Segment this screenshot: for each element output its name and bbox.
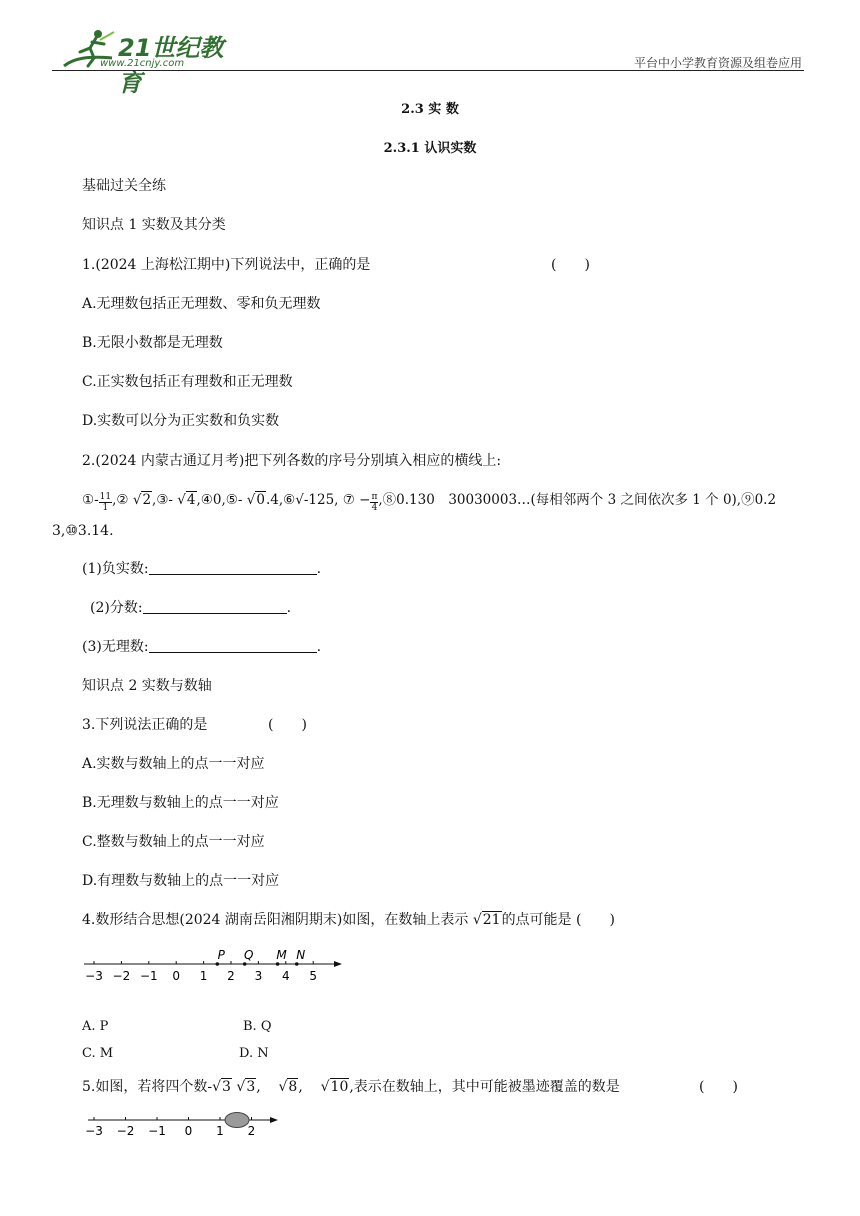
- q4-option-c: C. M: [82, 1046, 114, 1061]
- knowledge-point-1: 知识点 1 实数及其分类: [82, 217, 226, 233]
- sqrt-3: √3: [212, 1079, 231, 1095]
- axis-tick-label: 3: [254, 969, 263, 983]
- sqrt-0: √0: [246, 492, 265, 508]
- q4-stem-a: 4.数形结合思想(2024 湖南岳阳湘阴期末)如图，在数轴上表示: [82, 912, 469, 928]
- fraction-numerator: π: [371, 492, 378, 502]
- axis-tick-label: −2: [116, 1124, 135, 1138]
- header-divider: [52, 70, 804, 71]
- axis-arrow-icon: [334, 961, 342, 967]
- q2-num-text: ,④0,⑤-: [196, 492, 243, 508]
- axis-tick-label: −2: [112, 969, 131, 983]
- q2-num-text: ⑦ −: [342, 492, 371, 508]
- radicand: 2: [142, 492, 152, 508]
- q1-option-b: B.无限小数都是无理数: [82, 335, 223, 351]
- q1-stem: 1.(2024 上海松江期中)下列说法中，正确的是: [82, 257, 371, 273]
- radicand: 21: [482, 912, 501, 928]
- sqrt-4: √4: [177, 492, 196, 508]
- q2-stem: 2.(2024 内蒙古通辽月考)把下列各数的序号分别填入相应的横线上:: [82, 453, 502, 469]
- q4-option-a: A. P: [82, 1019, 109, 1034]
- radicand: 8: [288, 1079, 298, 1095]
- q3-answer-paren: ( ): [268, 717, 307, 733]
- axis-tick-label: 4: [281, 969, 290, 983]
- sqrt-21: √21: [472, 912, 501, 928]
- axis-tick-label: 1: [199, 969, 208, 983]
- sqrt-3: √3: [236, 1079, 256, 1095]
- answer-blank[interactable]: [149, 560, 317, 575]
- answer-blank[interactable]: [143, 599, 287, 614]
- axis-tick-label: 5: [309, 969, 318, 983]
- period: .: [286, 600, 292, 616]
- logo-url: www.21cnjy.com: [100, 58, 185, 69]
- page-title: 2.3 实 数: [401, 102, 459, 117]
- knowledge-point-2: 知识点 2 实数与数轴: [82, 678, 212, 694]
- q1-answer-paren: ( ): [551, 257, 590, 273]
- q4-option-d: D. N: [239, 1046, 269, 1061]
- ink-blot: [225, 1113, 249, 1128]
- q3-option-c: C.整数与数轴上的点一一对应: [82, 834, 265, 850]
- axis-arrow-icon: [270, 1117, 278, 1123]
- fraction-numerator: 11: [99, 492, 112, 502]
- axis-tick-label: 0: [184, 1124, 193, 1138]
- q3-stem: 3.下列说法正确的是: [82, 717, 208, 733]
- q3-option-a: A.实数与数轴上的点一一对应: [82, 756, 265, 772]
- answer-blank[interactable]: [149, 638, 317, 653]
- axis-tick-label: 0: [172, 969, 181, 983]
- axis-tick-label: 2: [227, 969, 235, 983]
- axis-point-label: M: [276, 948, 287, 962]
- q2-number-list: [82, 488, 776, 513]
- axis-point: [243, 962, 247, 966]
- axis-point-label: N: [296, 948, 306, 962]
- logo-text: 21世纪教育: [118, 34, 224, 97]
- fraction-denominator: 4: [371, 503, 378, 513]
- q4-stem-b: 的点可能是 ( ): [501, 912, 615, 928]
- axis-tick-label: 2: [247, 1124, 256, 1138]
- q1-option-c: C.正实数包括正有理数和正无理数: [82, 374, 293, 390]
- axis-tick-label: 1: [216, 1124, 224, 1138]
- sqrt-8: √8: [278, 1079, 298, 1095]
- q2-sub2: [90, 597, 291, 617]
- axis-tick-label: −3: [85, 1124, 103, 1138]
- q4-stem: [82, 909, 615, 929]
- q5-stem-b: ,表示在数轴上，其中可能被墨迹覆盖的数是: [349, 1079, 620, 1095]
- radicand: 4: [186, 492, 196, 508]
- radicand: 10: [330, 1079, 349, 1095]
- axis-tick-label: −3: [85, 969, 103, 983]
- q2-sub2-label: (2)分数:: [90, 600, 143, 616]
- axis-point-label: P: [217, 948, 225, 962]
- q2-sub3-label: (3)无理数:: [82, 639, 149, 655]
- axis-point: [216, 962, 220, 966]
- q2-num-text: ,⑧0.130 30030003…(每相邻两个 3 之间依次多 1 个 0),⑨0.2: [378, 492, 777, 508]
- q5-number-line: [84, 1108, 284, 1142]
- radicand: 0: [256, 492, 265, 508]
- sqrt-10: √10: [320, 1079, 349, 1095]
- q1-option-d: D.实数可以分为正实数和负实数: [82, 413, 280, 429]
- fraction-denominator: 1: [102, 503, 109, 513]
- axis-tick-label: −1: [148, 1124, 166, 1138]
- q4-option-b: B. Q: [243, 1019, 272, 1034]
- q2-list-wrap: 3,⑩3.14.: [52, 523, 114, 539]
- q5-answer-paren: ( ): [699, 1079, 738, 1095]
- axis-point: [295, 962, 299, 966]
- period: .: [316, 639, 322, 655]
- q3-option-b: B.无理数与数轴上的点一一对应: [82, 795, 279, 811]
- axis-point-label: Q: [243, 948, 254, 962]
- period: .: [316, 561, 322, 577]
- radicand: 3: [246, 1079, 256, 1095]
- radicand: 3: [222, 1079, 231, 1095]
- q4-number-line: [80, 944, 350, 988]
- q2-num-text: ,③-: [152, 492, 173, 508]
- sqrt-2: √2: [132, 492, 152, 508]
- q5-stem: 5.如图，若将四个数-√3 √3, √8, √10,表示在数轴上，其中可能被墨迹覆盖的数是: [82, 1079, 620, 1095]
- page-subtitle: 2.3.1 认识实数: [383, 141, 477, 156]
- section-heading: 基础过关全练: [82, 178, 166, 194]
- q2-sub1-label: (1)负实数:: [82, 561, 149, 577]
- q2-num-text: ①-: [82, 492, 99, 508]
- q5-stem-a: 5.如图，若将四个数-: [82, 1079, 213, 1095]
- q2-num-text: ,②: [112, 492, 129, 508]
- page-header: [0, 0, 860, 97]
- site-logo: [60, 28, 240, 97]
- q2-sub1: [82, 558, 321, 578]
- axis-point: [276, 962, 280, 966]
- q3-option-d: D.有理数与数轴上的点一一对应: [82, 873, 280, 889]
- q2-num-text: .4,⑥√-125,: [265, 492, 339, 508]
- axis-tick-label: −1: [139, 969, 158, 983]
- q2-fraction-1: [99, 492, 112, 513]
- q1-option-a: A.无理数包括正无理数、零和负无理数: [82, 296, 321, 312]
- q2-sub3: [82, 636, 321, 656]
- header-tagline: 平台中小学教育资源及组卷应用: [633, 56, 802, 70]
